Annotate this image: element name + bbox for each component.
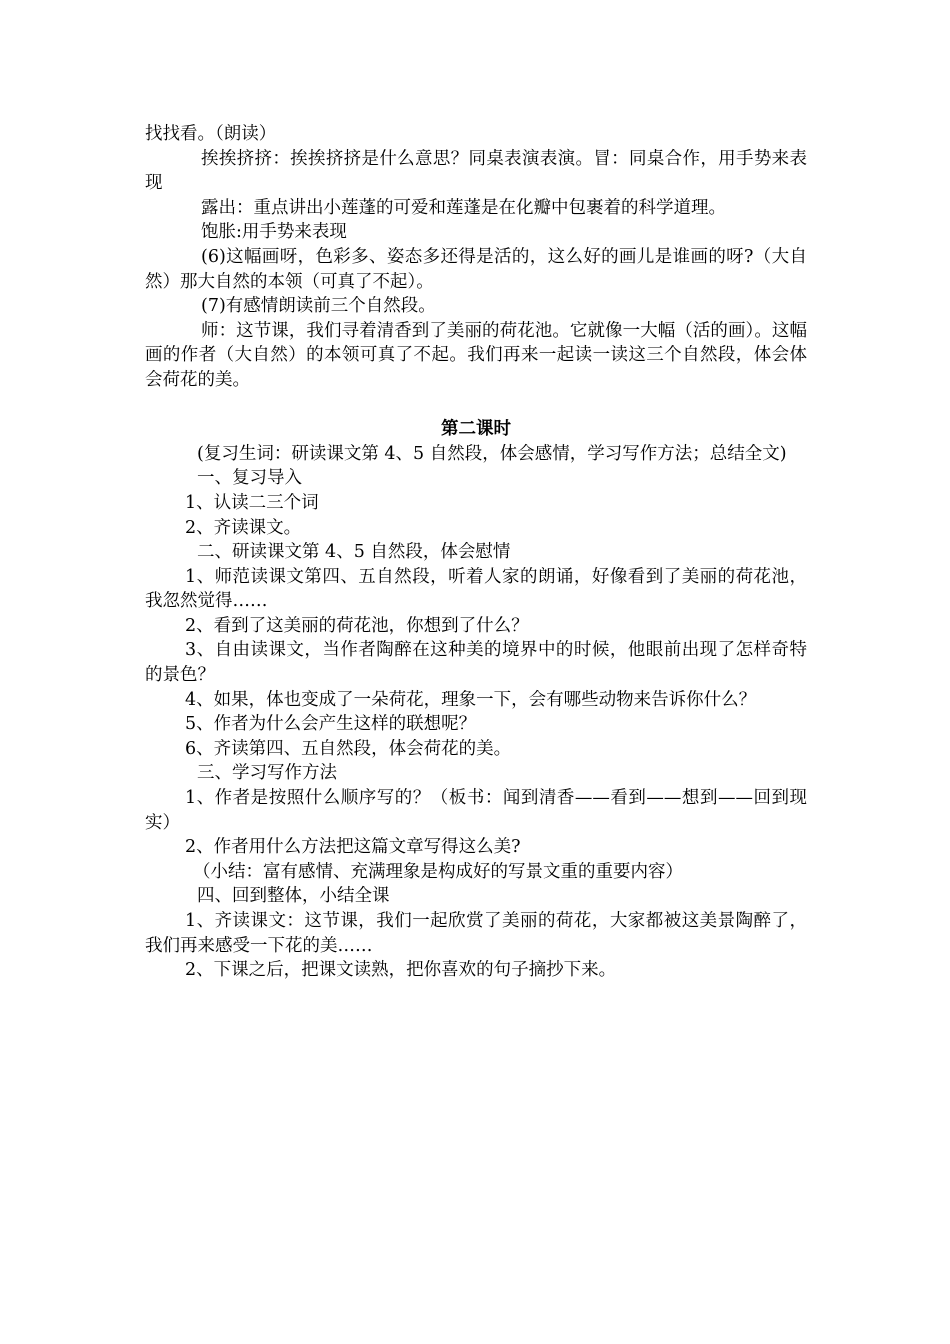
- list-item: 1、作者是按照什么顺序写的？（板书：闻到清香——看到——想到——回到现实）: [145, 788, 807, 833]
- section-title: 第二课时: [441, 419, 511, 440]
- blank-line: [145, 393, 807, 418]
- paragraph: 找找看。（朗读）: [145, 124, 277, 144]
- list-item: 1、齐读课文：这节课，我们一起欣赏了美丽的荷花，大家都被这美景陶醉了，我们再来感受一下花的美……: [145, 911, 807, 956]
- paragraph: (7)有感情朗读前三个自然段。: [201, 296, 436, 317]
- paragraph: 师：这节课，我们寻着清香到了美丽的荷花池。它就像一大幅（活的画）。这幅画的作者（大自然）的本领可真了不起。我们再来一起读一读这三个自然段，体会体会荷花的美。: [145, 320, 807, 390]
- list-item: 3、自由读课文，当作者陶醉在这种美的境界中的时候，他眼前出现了怎样奇特的景色？: [145, 640, 807, 686]
- section-heading: 一、复习导入: [197, 468, 302, 489]
- list-item: 1、认读二三个词: [185, 492, 319, 513]
- list-item: 2、看到了这美丽的荷花池，你想到了什么？: [185, 615, 529, 636]
- section-intro: (复习生词：研读课文第 4、5 自然段，体会感情，学习写作方法；总结全文): [197, 443, 787, 464]
- section-heading: 四、回到整体，小结全课: [197, 886, 390, 907]
- list-item: 2、下课之后，把课文读熟，把你喜欢的句子摘抄下来。: [185, 960, 617, 981]
- section-heading: 二、研读课文第 4、5 自然段，体会慰情: [197, 542, 511, 563]
- summary-note: （小结：富有感情、充满理象是构成好的写景文重的重要内容）: [193, 861, 683, 882]
- section-heading: 三、学习写作方法: [197, 763, 337, 784]
- list-item: 4、如果，体也变成了一朵荷花，理象一下，会有哪些动物来告诉你什么？: [185, 689, 757, 710]
- list-item: 2、作者用什么方法把这篇文章写得这么美?: [185, 837, 521, 858]
- document-body: [145, 122, 807, 983]
- paragraph: 露出：重点讲出小莲蓬的可爱和莲蓬是在化瓣中包裹着的科学道理。: [201, 197, 726, 218]
- list-item: 2、齐读课文。: [185, 517, 302, 538]
- paragraph: 挨挨挤挤：挨挨挤挤是什么意思？同桌表演表演。冒：同桌合作，用手势来表现: [145, 148, 807, 194]
- paragraph: 饱胀:用手势来表现: [201, 222, 347, 243]
- list-item: 5、作者为什么会产生这样的联想呢？: [185, 714, 477, 735]
- list-item: 6、齐读第四、五自然段，体会荷花的美。: [185, 738, 512, 759]
- list-item: 1、师范读课文第四、五自然段，听着人家的朗诵，好像看到了美丽的荷花池，我忽然觉得……: [145, 566, 807, 612]
- paragraph: (6)这幅画呀，色彩多、姿态多还得是活的，这么好的画儿是谁画的呀?（大自然）那大自然的本领（可真了不起）。: [145, 246, 807, 292]
